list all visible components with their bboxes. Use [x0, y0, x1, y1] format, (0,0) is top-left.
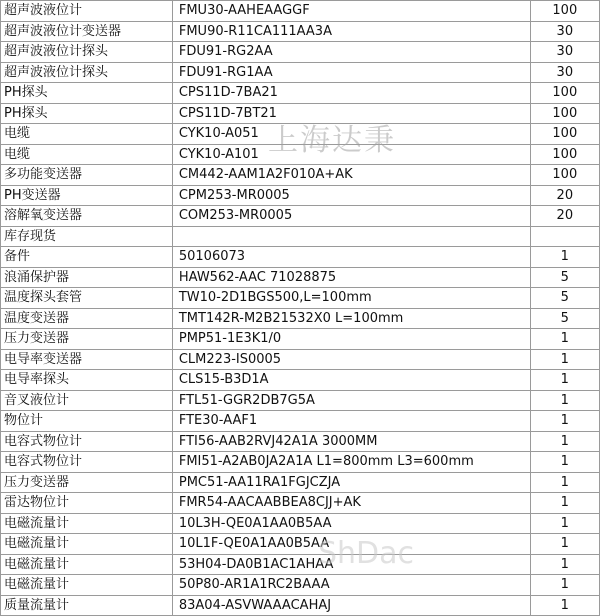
table-row: [1, 124, 600, 145]
table-row: [1, 247, 600, 268]
cell-product-name: 多功能变送器: [1, 165, 173, 186]
table-row: [1, 83, 600, 104]
table-row: [1, 390, 600, 411]
table-row: [1, 267, 600, 288]
cell-model-number: FTL51-GGR2DB7G5A: [172, 390, 530, 411]
cell-product-name: 电缆: [1, 144, 173, 165]
table-row: [1, 206, 600, 227]
cell-quantity: 30: [530, 42, 599, 63]
cell-model-number: FDU91-RG2AA: [172, 42, 530, 63]
table-row: [1, 411, 600, 432]
cell-model-number: FTI56-AAB2RVJ42A1A 3000MM: [172, 431, 530, 452]
cell-quantity: 1: [530, 390, 599, 411]
cell-model-number: 53H04-DA0B1AC1AHAA: [172, 554, 530, 575]
cell-model-number: CPM253-MR0005: [172, 185, 530, 206]
table-row: [1, 62, 600, 83]
cell-product-name: 物位计: [1, 411, 173, 432]
cell-model-number: FMU30-AAHEAAGGF: [172, 1, 530, 22]
cell-quantity: 1: [530, 431, 599, 452]
cell-quantity: 1: [530, 452, 599, 473]
cell-quantity: 100: [530, 124, 599, 145]
cell-product-name: 备件: [1, 247, 173, 268]
table-row: [1, 329, 600, 350]
cell-quantity: 100: [530, 165, 599, 186]
table-row: [1, 349, 600, 370]
cell-quantity: 100: [530, 144, 599, 165]
cell-quantity: 1: [530, 493, 599, 514]
cell-model-number: CYK10-A051: [172, 124, 530, 145]
cell-quantity: 1: [530, 554, 599, 575]
cell-model-number: CM442-AAM1A2F010A+AK: [172, 165, 530, 186]
table-row: [1, 554, 600, 575]
cell-model-number: CYK10-A101: [172, 144, 530, 165]
cell-model-number: CLM223-IS0005: [172, 349, 530, 370]
cell-quantity: 1: [530, 472, 599, 493]
table-row: [1, 472, 600, 493]
cell-quantity: 20: [530, 185, 599, 206]
cell-model-number: CPS11D-7BT21: [172, 103, 530, 124]
table-row: [1, 370, 600, 391]
table-row: [1, 288, 600, 309]
cell-product-name: 电容式物位计: [1, 431, 173, 452]
cell-product-name: 溶解氧变送器: [1, 206, 173, 227]
watermark-en: ShDac: [318, 536, 415, 571]
cell-quantity: 5: [530, 288, 599, 309]
cell-quantity: 1: [530, 329, 599, 350]
watermark-cn: 上海达秉: [268, 123, 396, 158]
cell-product-name: 音叉液位计: [1, 390, 173, 411]
cell-quantity: 1: [530, 349, 599, 370]
cell-product-name: 压力变送器: [1, 329, 173, 350]
cell-model-number: CPS11D-7BA21: [172, 83, 530, 104]
table-row: [1, 308, 600, 329]
cell-model-number: TW10-2D1BGS500,L=100mm: [172, 288, 530, 309]
cell-model-number: FMI51-A2AB0JA2A1A L1=800mm L3=600mm: [172, 452, 530, 473]
table-row: [1, 431, 600, 452]
table-row: [1, 534, 600, 555]
cell-quantity: 100: [530, 103, 599, 124]
cell-quantity: 30: [530, 62, 599, 83]
table-row: [1, 21, 600, 42]
cell-quantity: 1: [530, 595, 599, 616]
cell-quantity: [530, 226, 599, 247]
cell-model-number: PMC51-AA11RA1FGJCZJA: [172, 472, 530, 493]
cell-quantity: 1: [530, 370, 599, 391]
table-row: [1, 1, 600, 22]
cell-quantity: 1: [530, 534, 599, 555]
cell-model-number: CLS15-B3D1A: [172, 370, 530, 391]
table-row: [1, 513, 600, 534]
cell-model-number: COM253-MR0005: [172, 206, 530, 227]
cell-quantity: 1: [530, 513, 599, 534]
cell-product-name: 库存现货: [1, 226, 173, 247]
cell-quantity: 1: [530, 575, 599, 596]
cell-product-name: 浪涌保护器: [1, 267, 173, 288]
cell-model-number: TMT142R-M2B21532X0 L=100mm: [172, 308, 530, 329]
table-row: [1, 42, 600, 63]
table-row: [1, 452, 600, 473]
cell-product-name: 电容式物位计: [1, 452, 173, 473]
cell-model-number: [172, 226, 530, 247]
cell-quantity: 1: [530, 247, 599, 268]
cell-product-name: 温度探头套管: [1, 288, 173, 309]
table-row: [1, 185, 600, 206]
cell-product-name: 超声波液位计探头: [1, 62, 173, 83]
cell-product-name: 电缆: [1, 124, 173, 145]
cell-model-number: FMR54-AACAABBEA8CJJ+AK: [172, 493, 530, 514]
table-row: [1, 595, 600, 616]
cell-model-number: FDU91-RG1AA: [172, 62, 530, 83]
cell-product-name: 温度变送器: [1, 308, 173, 329]
cell-quantity: 100: [530, 83, 599, 104]
cell-quantity: 100: [530, 1, 599, 22]
cell-model-number: 10L1F-QE0A1AA0B5AA: [172, 534, 530, 555]
table-row: [1, 144, 600, 165]
cell-quantity: 5: [530, 308, 599, 329]
cell-product-name: 电磁流量计: [1, 575, 173, 596]
cell-product-name: 压力变送器: [1, 472, 173, 493]
cell-product-name: 电磁流量计: [1, 554, 173, 575]
cell-quantity: 20: [530, 206, 599, 227]
cell-model-number: FMU90-R11CA111AA3A: [172, 21, 530, 42]
table-row: [1, 165, 600, 186]
cell-product-name: 电导率变送器: [1, 349, 173, 370]
cell-model-number: PMP51-1E3K1/0: [172, 329, 530, 350]
cell-product-name: PH探头: [1, 83, 173, 104]
table-row: [1, 493, 600, 514]
cell-model-number: 10L3H-QE0A1AA0B5AA: [172, 513, 530, 534]
cell-product-name: 雷达物位计: [1, 493, 173, 514]
cell-quantity: 5: [530, 267, 599, 288]
cell-product-name: 超声波液位计: [1, 1, 173, 22]
cell-model-number: 83A04-ASVWAAACAHAJ: [172, 595, 530, 616]
cell-quantity: 30: [530, 21, 599, 42]
table-row: [1, 575, 600, 596]
cell-model-number: HAW562-AAC 71028875: [172, 267, 530, 288]
cell-product-name: 超声波液位计变送器: [1, 21, 173, 42]
cell-product-name: 电磁流量计: [1, 513, 173, 534]
cell-product-name: 电导率探头: [1, 370, 173, 391]
cell-model-number: 50106073: [172, 247, 530, 268]
cell-quantity: 1: [530, 411, 599, 432]
cell-product-name: 电磁流量计: [1, 534, 173, 555]
table-row: [1, 226, 600, 247]
cell-product-name: PH变送器: [1, 185, 173, 206]
cell-product-name: 超声波液位计探头: [1, 42, 173, 63]
table-row: [1, 103, 600, 124]
cell-model-number: FTE30-AAF1: [172, 411, 530, 432]
cell-product-name: 质量流量计: [1, 595, 173, 616]
cell-model-number: 50P80-AR1A1RC2BAAA: [172, 575, 530, 596]
cell-product-name: PH探头: [1, 103, 173, 124]
